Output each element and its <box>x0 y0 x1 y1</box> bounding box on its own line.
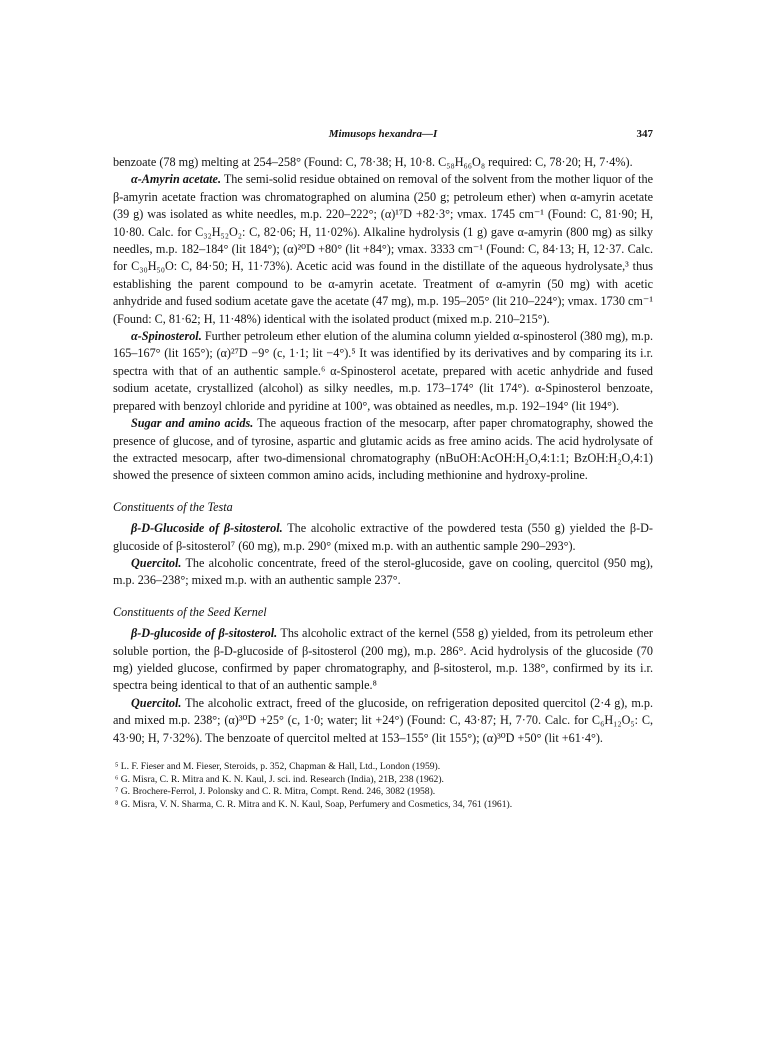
paragraph-body: Further petroleum ether elution of the alumina column yielded α-spinosterol (380 mg), m.p. 165–167° (lit 165°); (α)²⁷D −9° (c, 1·1; lit −4°).⁵ It was identified by its derivatives and by comparing its i.r. spectra with that of an authentic sample.⁶ α-Spinosterol acetate, prepared with acetic anhydride and fused sodium acetate, crystallized (alcohol) as silky needles, m.p. 173–174° (lit 174°). α-Spinosterol benzoate, prepared with benzoyl chloride and pyridine at 100°, was obtained as needles, m.p. 192–194° (lit 194°). <box>113 329 653 413</box>
footnote-7: ⁷ G. Brochere-Ferrol, J. Polonsky and C. R. Mitra, Compt. Rend. 246, 3082 (1958). <box>115 786 436 797</box>
paragraph-benzoate: benzoate (78 mg) melting at 254–258° (Found: C, 78·38; H, 10·8. C₅₈H₆₆O₈ required: C, 78·20; H, 7·4%). <box>113 155 633 169</box>
page-number: 347 <box>636 128 653 140</box>
run-in-heading: α-Spinosterol. <box>131 329 202 344</box>
paragraph-body: The semi-solid residue obtained on removal of the solvent from the mother liquor of the β-amyrin acetate fraction was chromatographed on alumina (250 g; petroleum ether) when α-amyrin acetate (39 g) was isolated as white needles, m.p. 220–222°; (α)¹⁷D +82·3°; νmax. 1745 cm⁻¹ (Found: C, 81·90; H, 10·80. Calc. for C₃₂H₅₂O₂: C, 82·06; H, 11·02%). Alkaline hydrolysis (1 g) gave α-amyrin (800 mg) as silky needles, m.p. 182–184° (lit 184°); (α)²⁰D +80° (lit +84°); νmax. 3333 cm⁻¹ (Found: C, 84·13; H, 12·37. Calc. for C₃₀H₅₀O: C, 84·50; H, 11·73%). Acetic acid was found in the distillate of the aqueous hydrolysate,³ thus establishing the parent compound to be α-amyrin acetate. Treatment of α-amyrin (50 mg) with acetic anhydride and fused sodium acetate gave the acetate (47 mg), m.p. 195–205° (lit 210–224°); νmax. 1730 cm⁻¹ (Found: C, 81·62; H, 11·48%) identical with the isolated product (mixed m.p. 210–215°). <box>113 172 654 326</box>
run-in-heading: Quercitol. <box>131 555 182 570</box>
run-in-heading: Sugar and amino acids. <box>131 416 254 431</box>
run-in-heading: Quercitol. <box>131 695 182 710</box>
footnotes <box>113 761 653 811</box>
paragraph-testa-quercitol <box>113 555 653 590</box>
paragraph-sugar-amino-acids <box>113 415 653 485</box>
paper-page <box>113 126 653 811</box>
running-head <box>113 126 653 142</box>
paragraph-kernel-quercitol <box>113 695 653 747</box>
run-in-heading: β-D-Glucoside of β-sitosterol. <box>131 521 283 536</box>
paragraph-body: Ths alcoholic extract of the kernel (558 g) yielded, from its petroleum ether soluble portion, the β-D-glucoside of β-sitosterol (200 mg), m.p. 286°. Acid hydrolysis of the glucoside (70 mg) yielded glucose, confirmed by paper chromatography, and β-sitosterol, m.p. 138°, confirmed by its i.r. spectra being identical to that of an authentic sample.⁸ <box>113 626 653 693</box>
paragraph-testa-glucoside <box>113 520 653 555</box>
section-heading-seed-kernel: Constituents of the Seed Kernel <box>113 604 267 619</box>
paragraph-body: The aqueous fraction of the mesocarp, after paper chromatography, showed the presence of glucose, and of tyrosine, aspartic and glutamic acids as free amino acids. The acid hydrolysate of the extracted mesocarp, after two-dimensional chromatography (nBuOH:AcOH:H₂O,4:1:1; BzOH:H₂O,4:1) showed the presence of sixteen common amino acids, including methionine and hydroxy-proline. <box>113 416 653 483</box>
footnote-6: ⁶ G. Misra, C. R. Mitra and K. N. Kaul, J. sci. ind. Research (India), 21B, 238 (1962). <box>115 773 444 785</box>
paragraph-kernel-glucoside <box>113 625 653 695</box>
run-in-heading: α-Amyrin acetate. <box>131 172 222 187</box>
run-in-heading: β-D-glucoside of β-sitosterol. <box>131 626 278 641</box>
paragraph-alpha-amyrin-acetate <box>113 171 653 328</box>
section-heading-testa: Constituents of the Testa <box>113 499 233 514</box>
footnote-8: ⁸ G. Misra, V. N. Sharma, C. R. Mitra and K. N. Kaul, Soap, Perfumery and Cosmetics, 34, 761 (1961). <box>115 798 513 810</box>
paragraph-body: The alcoholic extractive of the powdered testa (550 g) yielded the β-D-glucoside of β-sitosterol⁷ (60 mg), m.p. 290° (mixed m.p. with an authentic sample 290–293°). <box>113 521 653 553</box>
paragraph-alpha-spinosterol <box>113 328 653 415</box>
footnote-5: ⁵ L. F. Fieser and M. Fieser, Steroids, p. 352, Chapman & Hall, Ltd., London (1959). <box>115 761 441 772</box>
paragraph-body: The alcoholic concentrate, freed of the sterol-glucoside, gave on cooling, quercitol (950 mg), m.p. 236–238°; mixed m.p. with an authentic sample 237°. <box>113 555 653 588</box>
running-title: Mimusops hexandra—I <box>328 128 438 140</box>
paragraph-body: The alcoholic extract, freed of the glucoside, on refrigeration deposited quercitol (2·4 g), m.p. and mixed m.p. 238°; (α)³⁰D +25° (c, 1·0; water; lit +24°) (Found: C, 43·87; H, 7·70. Calc. for C₆H₁₂O₅: C, 43·90; H, 7·32%). The benzoate of quercitol melted at 153–155° (lit 155°); (α)³⁰D +50° (lit +61·4°). <box>113 695 653 745</box>
